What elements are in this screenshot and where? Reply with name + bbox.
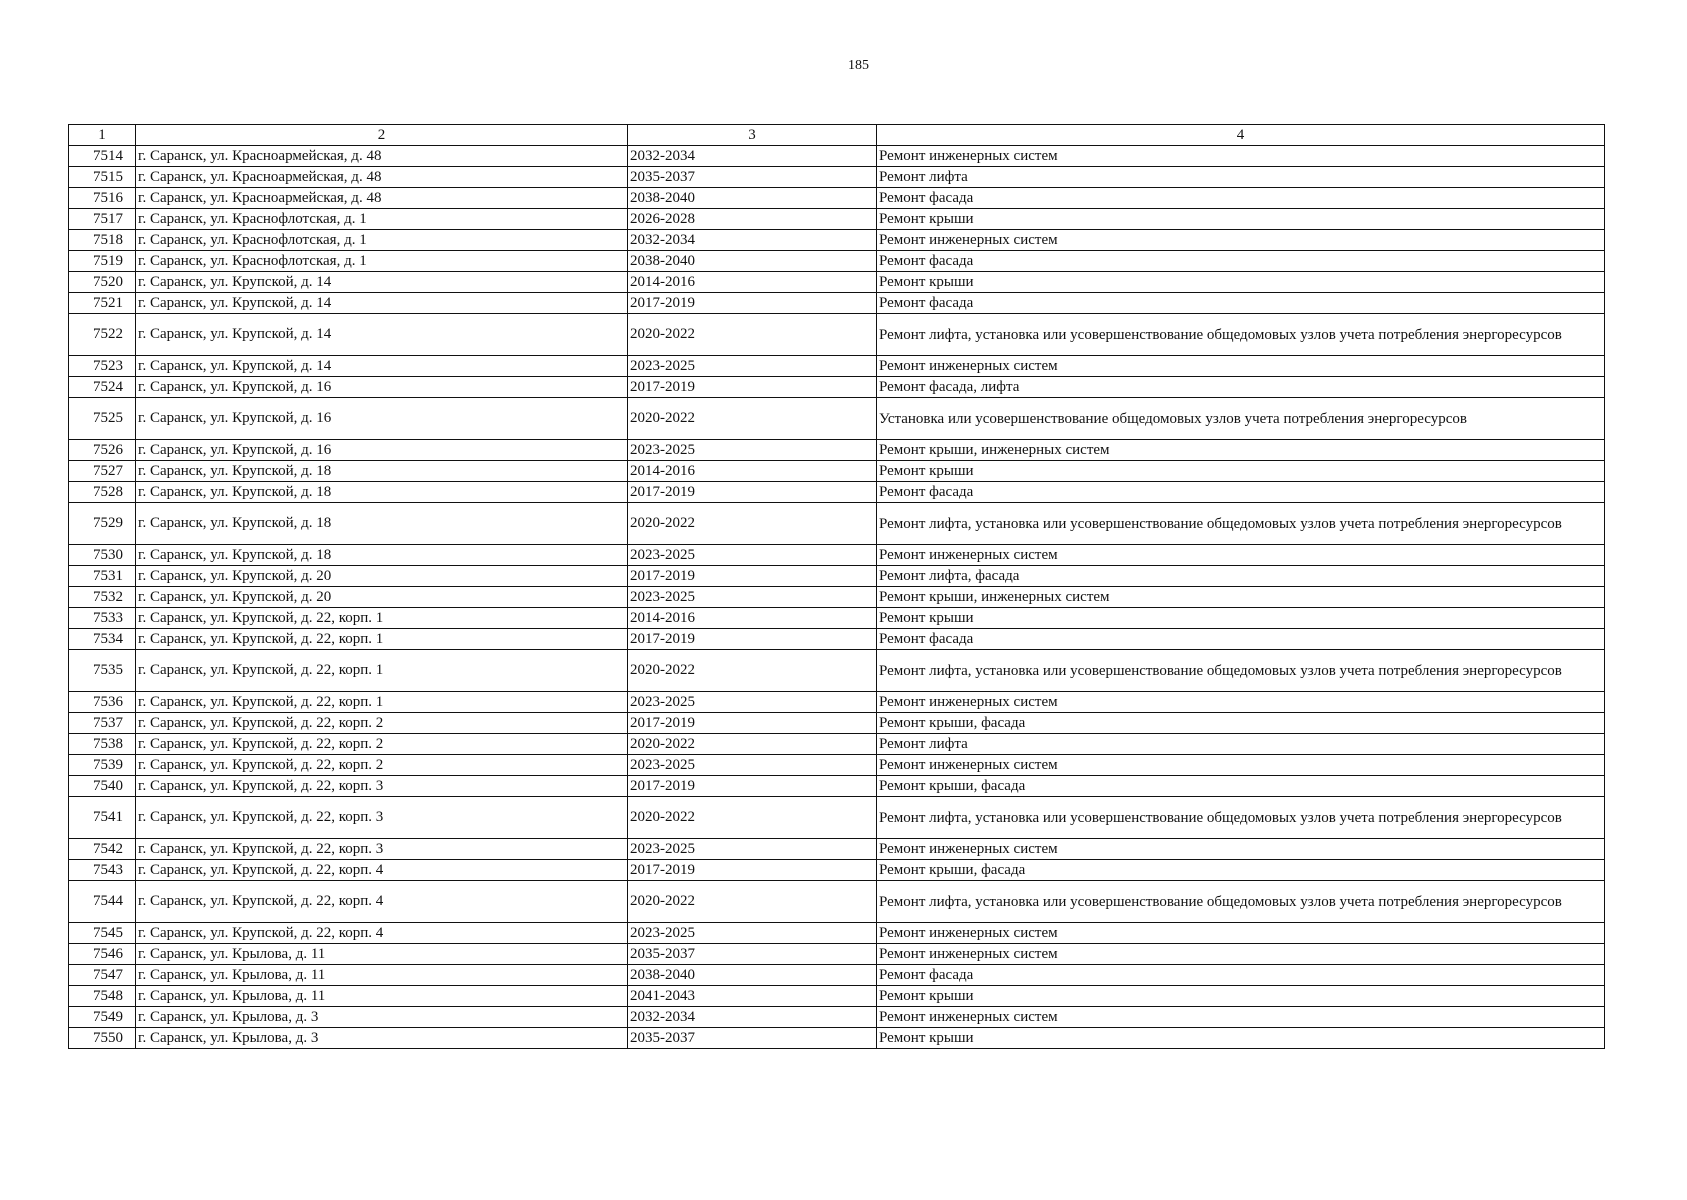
address-cell: г. Саранск, ул. Крупской, д. 22, корп. 3 [136,776,628,797]
row-number-cell: 7539 [69,755,136,776]
table-row [69,314,1605,356]
address-cell: г. Саранск, ул. Крупской, д. 18 [136,482,628,503]
table-row [69,251,1605,272]
address-cell: г. Саранск, ул. Крылова, д. 3 [136,1007,628,1028]
address-cell: г. Саранск, ул. Крылова, д. 3 [136,1028,628,1049]
row-number-cell: 7529 [69,503,136,545]
table-row [69,839,1605,860]
row-number-cell: 7550 [69,1028,136,1049]
work-type-cell: Ремонт крыши, фасада [877,860,1605,881]
work-type-cell: Ремонт лифта, установка или усовершенствование общедомовых узлов учета потребления энергоресурсов [877,503,1605,545]
row-number-cell: 7541 [69,797,136,839]
row-number-cell: 7549 [69,1007,136,1028]
address-cell: г. Саранск, ул. Крупской, д. 22, корп. 2 [136,713,628,734]
period-cell: 2020-2022 [628,398,877,440]
row-number-cell: 7547 [69,965,136,986]
work-type-cell: Ремонт крыши, инженерных систем [877,440,1605,461]
work-type-cell: Ремонт инженерных систем [877,755,1605,776]
address-cell: г. Саранск, ул. Крупской, д. 14 [136,293,628,314]
row-number-cell: 7526 [69,440,136,461]
table-row [69,1028,1605,1049]
table-row [69,293,1605,314]
address-cell: г. Саранск, ул. Крупской, д. 16 [136,398,628,440]
period-cell: 2023-2025 [628,440,877,461]
period-cell: 2023-2025 [628,839,877,860]
period-cell: 2032-2034 [628,1007,877,1028]
period-cell: 2020-2022 [628,650,877,692]
row-number-cell: 7548 [69,986,136,1007]
work-type-cell: Ремонт крыши [877,1028,1605,1049]
address-cell: г. Саранск, ул. Красноармейская, д. 48 [136,188,628,209]
period-cell: 2014-2016 [628,461,877,482]
period-cell: 2014-2016 [628,608,877,629]
work-type-cell: Установка или усовершенствование общедомовых узлов учета потребления энергоресурсов [877,398,1605,440]
address-cell: г. Саранск, ул. Крупской, д. 22, корп. 4 [136,860,628,881]
row-number-cell: 7524 [69,377,136,398]
period-cell: 2014-2016 [628,272,877,293]
period-cell: 2020-2022 [628,881,877,923]
row-number-cell: 7531 [69,566,136,587]
table-row [69,461,1605,482]
table-row [69,356,1605,377]
period-cell: 2020-2022 [628,797,877,839]
period-cell: 2035-2037 [628,944,877,965]
row-number-cell: 7516 [69,188,136,209]
table-header [69,125,1605,146]
period-cell: 2023-2025 [628,545,877,566]
work-type-cell: Ремонт крыши [877,461,1605,482]
period-cell: 2017-2019 [628,566,877,587]
table-row [69,377,1605,398]
row-number-cell: 7535 [69,650,136,692]
table-row [69,1007,1605,1028]
column-header-4: 4 [877,125,1605,146]
table-row [69,986,1605,1007]
repair-schedule-table [68,124,1605,1049]
table-row [69,482,1605,503]
row-number-cell: 7540 [69,776,136,797]
address-cell: г. Саранск, ул. Крылова, д. 11 [136,944,628,965]
work-type-cell: Ремонт инженерных систем [877,692,1605,713]
work-type-cell: Ремонт лифта [877,734,1605,755]
row-number-cell: 7514 [69,146,136,167]
row-number-cell: 7537 [69,713,136,734]
work-type-cell: Ремонт инженерных систем [877,923,1605,944]
row-number-cell: 7533 [69,608,136,629]
table-row [69,755,1605,776]
address-cell: г. Саранск, ул. Краснофлотская, д. 1 [136,251,628,272]
table-row [69,188,1605,209]
row-number-cell: 7532 [69,587,136,608]
work-type-cell: Ремонт крыши [877,209,1605,230]
address-cell: г. Саранск, ул. Крупской, д. 18 [136,503,628,545]
period-cell: 2026-2028 [628,209,877,230]
address-cell: г. Саранск, ул. Крупской, д. 16 [136,440,628,461]
period-cell: 2023-2025 [628,692,877,713]
work-type-cell: Ремонт инженерных систем [877,146,1605,167]
table-row [69,566,1605,587]
table-row [69,587,1605,608]
work-type-cell: Ремонт фасада [877,965,1605,986]
row-number-cell: 7515 [69,167,136,188]
column-header-1: 1 [69,125,136,146]
address-cell: г. Саранск, ул. Крупской, д. 20 [136,566,628,587]
work-type-cell: Ремонт фасада, лифта [877,377,1605,398]
row-number-cell: 7527 [69,461,136,482]
period-cell: 2038-2040 [628,965,877,986]
page-number: 185 [848,58,869,73]
table-row [69,965,1605,986]
address-cell: г. Саранск, ул. Крупской, д. 16 [136,377,628,398]
work-type-cell: Ремонт фасада [877,188,1605,209]
row-number-cell: 7538 [69,734,136,755]
table-row [69,881,1605,923]
work-type-cell: Ремонт фасада [877,629,1605,650]
row-number-cell: 7522 [69,314,136,356]
period-cell: 2017-2019 [628,482,877,503]
work-type-cell: Ремонт крыши, инженерных систем [877,587,1605,608]
work-type-cell: Ремонт лифта, установка или усовершенствование общедомовых узлов учета потребления энергоресурсов [877,314,1605,356]
row-number-cell: 7519 [69,251,136,272]
address-cell: г. Саранск, ул. Крупской, д. 22, корп. 1 [136,629,628,650]
period-cell: 2038-2040 [628,188,877,209]
table-row [69,440,1605,461]
table-row [69,944,1605,965]
row-number-cell: 7521 [69,293,136,314]
period-cell: 2038-2040 [628,251,877,272]
table-row [69,692,1605,713]
table-row [69,167,1605,188]
work-type-cell: Ремонт лифта [877,167,1605,188]
address-cell: г. Саранск, ул. Крупской, д. 22, корп. 1 [136,650,628,692]
work-type-cell: Ремонт крыши, фасада [877,713,1605,734]
address-cell: г. Саранск, ул. Крупской, д. 14 [136,356,628,377]
work-type-cell: Ремонт инженерных систем [877,545,1605,566]
row-number-cell: 7525 [69,398,136,440]
row-number-cell: 7536 [69,692,136,713]
table-body [69,146,1605,1049]
period-cell: 2020-2022 [628,314,877,356]
header-row [69,125,1605,146]
period-cell: 2035-2037 [628,167,877,188]
period-cell: 2023-2025 [628,923,877,944]
address-cell: г. Саранск, ул. Крупской, д. 22, корп. 4 [136,881,628,923]
work-type-cell: Ремонт инженерных систем [877,356,1605,377]
period-cell: 2032-2034 [628,230,877,251]
row-number-cell: 7542 [69,839,136,860]
table-row [69,776,1605,797]
period-cell: 2032-2034 [628,146,877,167]
work-type-cell: Ремонт крыши, фасада [877,776,1605,797]
period-cell: 2035-2037 [628,1028,877,1049]
row-number-cell: 7546 [69,944,136,965]
period-cell: 2017-2019 [628,293,877,314]
address-cell: г. Саранск, ул. Крупской, д. 22, корп. 1 [136,608,628,629]
period-cell: 2041-2043 [628,986,877,1007]
table-row [69,146,1605,167]
table-row [69,734,1605,755]
work-type-cell: Ремонт фасада [877,251,1605,272]
address-cell: г. Саранск, ул. Крылова, д. 11 [136,965,628,986]
row-number-cell: 7520 [69,272,136,293]
address-cell: г. Саранск, ул. Крупской, д. 22, корп. 2 [136,755,628,776]
table-row [69,503,1605,545]
period-cell: 2023-2025 [628,587,877,608]
address-cell: г. Саранск, ул. Крупской, д. 22, корп. 4 [136,923,628,944]
work-type-cell: Ремонт крыши [877,272,1605,293]
period-cell: 2017-2019 [628,629,877,650]
address-cell: г. Саранск, ул. Красноармейская, д. 48 [136,146,628,167]
work-type-cell: Ремонт фасада [877,482,1605,503]
table-row [69,608,1605,629]
address-cell: г. Саранск, ул. Красноармейская, д. 48 [136,167,628,188]
address-cell: г. Саранск, ул. Крылова, д. 11 [136,986,628,1007]
table-row [69,272,1605,293]
address-cell: г. Саранск, ул. Крупской, д. 18 [136,461,628,482]
work-type-cell: Ремонт инженерных систем [877,230,1605,251]
table-row [69,860,1605,881]
table-row [69,629,1605,650]
period-cell: 2017-2019 [628,860,877,881]
row-number-cell: 7523 [69,356,136,377]
table-row [69,650,1605,692]
work-type-cell: Ремонт инженерных систем [877,1007,1605,1028]
address-cell: г. Саранск, ул. Крупской, д. 14 [136,314,628,356]
address-cell: г. Саранск, ул. Крупской, д. 20 [136,587,628,608]
table-row [69,545,1605,566]
period-cell: 2020-2022 [628,503,877,545]
work-type-cell: Ремонт инженерных систем [877,944,1605,965]
row-number-cell: 7544 [69,881,136,923]
period-cell: 2023-2025 [628,755,877,776]
address-cell: г. Саранск, ул. Крупской, д. 22, корп. 1 [136,692,628,713]
work-type-cell: Ремонт лифта, фасада [877,566,1605,587]
table-row [69,230,1605,251]
address-cell: г. Саранск, ул. Крупской, д. 22, корп. 2 [136,734,628,755]
period-cell: 2023-2025 [628,356,877,377]
period-cell: 2017-2019 [628,377,877,398]
address-cell: г. Саранск, ул. Крупской, д. 18 [136,545,628,566]
work-type-cell: Ремонт крыши [877,986,1605,1007]
address-cell: г. Саранск, ул. Краснофлотская, д. 1 [136,230,628,251]
address-cell: г. Саранск, ул. Крупской, д. 14 [136,272,628,293]
row-number-cell: 7528 [69,482,136,503]
table-row [69,923,1605,944]
address-cell: г. Саранск, ул. Крупской, д. 22, корп. 3 [136,797,628,839]
row-number-cell: 7517 [69,209,136,230]
table-row [69,713,1605,734]
column-header-3: 3 [628,125,877,146]
period-cell: 2020-2022 [628,734,877,755]
table-row [69,209,1605,230]
work-type-cell: Ремонт лифта, установка или усовершенствование общедомовых узлов учета потребления энергоресурсов [877,650,1605,692]
table-row [69,797,1605,839]
row-number-cell: 7543 [69,860,136,881]
address-cell: г. Саранск, ул. Крупской, д. 22, корп. 3 [136,839,628,860]
row-number-cell: 7518 [69,230,136,251]
period-cell: 2017-2019 [628,776,877,797]
row-number-cell: 7534 [69,629,136,650]
row-number-cell: 7530 [69,545,136,566]
table-row [69,398,1605,440]
row-number-cell: 7545 [69,923,136,944]
work-type-cell: Ремонт лифта, установка или усовершенствование общедомовых узлов учета потребления энергоресурсов [877,797,1605,839]
work-type-cell: Ремонт инженерных систем [877,839,1605,860]
work-type-cell: Ремонт лифта, установка или усовершенствование общедомовых узлов учета потребления энергоресурсов [877,881,1605,923]
work-type-cell: Ремонт крыши [877,608,1605,629]
address-cell: г. Саранск, ул. Краснофлотская, д. 1 [136,209,628,230]
work-type-cell: Ремонт фасада [877,293,1605,314]
period-cell: 2017-2019 [628,713,877,734]
column-header-2: 2 [136,125,628,146]
